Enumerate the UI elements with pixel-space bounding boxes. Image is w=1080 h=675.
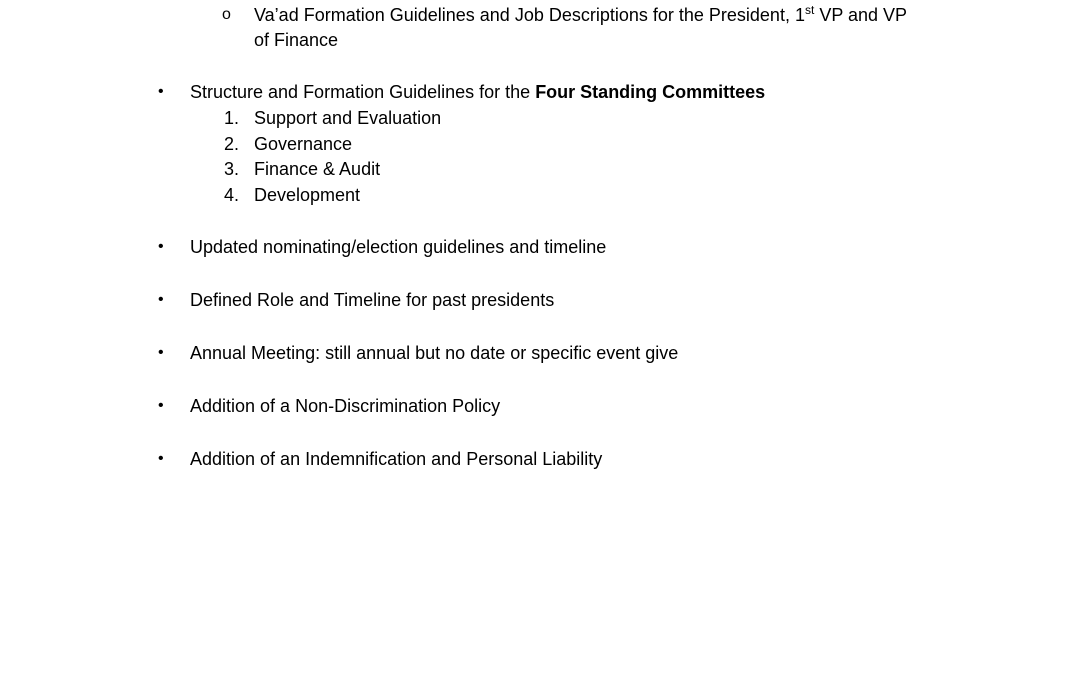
committees-heading-bold: Four Standing Committees	[535, 82, 766, 102]
bullet-marker: •	[158, 344, 164, 361]
bullet-text: Defined Role and Timeline for past presidents	[190, 290, 555, 310]
list-item-label: Governance	[254, 134, 353, 154]
sub-item-superscript: st	[804, 3, 815, 17]
sub-bullet-marker: o	[222, 6, 231, 23]
sub-item-text-line2: of Finance	[254, 30, 339, 50]
bullet-marker: •	[158, 397, 164, 414]
bullet-text: Annual Meeting: still annual but no date or specific event give	[190, 343, 679, 363]
list-item-label: Finance & Audit	[254, 159, 381, 179]
sub-item-text-a: Va’ad Formation Guidelines and Job Descriptions for the President, 1	[254, 5, 805, 25]
bullet-marker: •	[158, 83, 164, 100]
list-item-label: Development	[254, 185, 361, 205]
bullet-text: Addition of an Indemnification and Personal Liability	[190, 449, 603, 469]
sub-item-text-b: VP and VP	[814, 5, 908, 25]
list-item-number: 2.	[223, 134, 239, 154]
bullet-text: Addition of a Non-Discrimination Policy	[190, 396, 501, 416]
committees-heading-text: Structure and Formation Guidelines for the	[190, 82, 536, 102]
bullet-marker: •	[158, 450, 164, 467]
list-item-number: 1.	[223, 108, 239, 128]
list-item-number: 3.	[223, 159, 239, 179]
sub-item-text-line1	[254, 3, 907, 27]
committees-heading	[190, 80, 765, 104]
list-item-label: Support and Evaluation	[254, 108, 442, 128]
bullet-marker: •	[158, 291, 164, 308]
list-item-number: 4.	[223, 185, 239, 205]
bullet-marker: •	[158, 238, 164, 255]
bullet-text: Updated nominating/election guidelines and timeline	[190, 237, 607, 257]
